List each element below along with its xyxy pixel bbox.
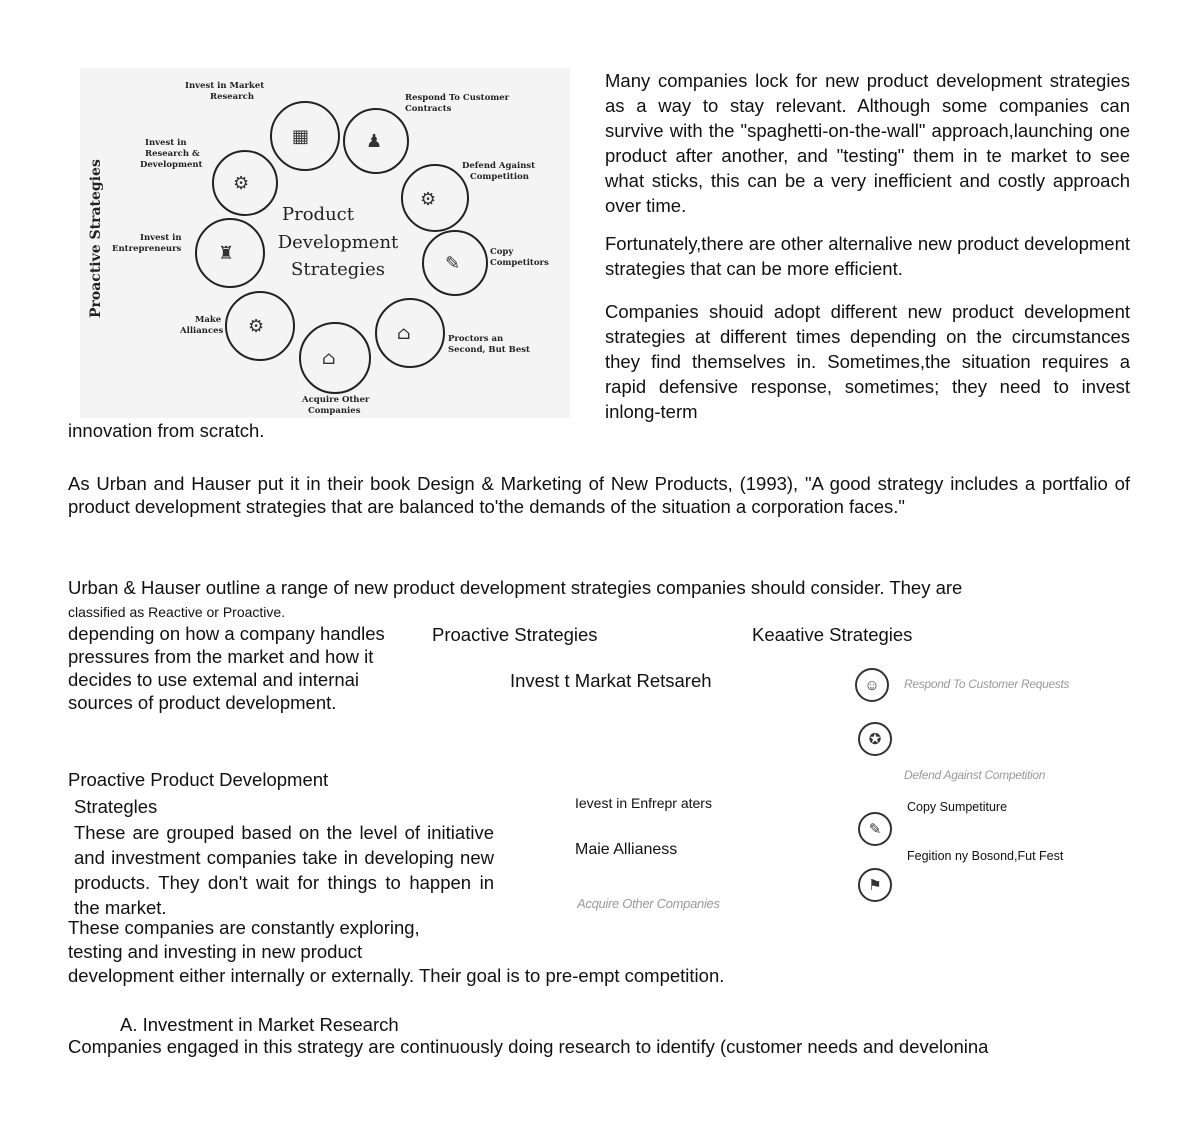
figure-label: Competitors (490, 258, 549, 268)
proactive-heading: Proactive Strategies (432, 624, 598, 645)
continuation-text: innovation from scratch. (68, 420, 265, 441)
respond-icon: ☺ (855, 668, 889, 702)
figure-side-label: Proactive Strategies (88, 159, 104, 318)
acquire-item: Acquire Other Companies (577, 896, 720, 911)
svg-text:♜: ♜ (218, 243, 235, 264)
figure-label: Contracts (405, 104, 452, 114)
depending-line: sources of product development. (68, 692, 337, 713)
figure-center-line: Development (277, 232, 399, 253)
figure-label: Invest in (140, 233, 182, 243)
figure-label: Respond To Customer (405, 93, 510, 103)
svg-text:♟: ♟ (366, 131, 383, 152)
figure-label: Acquire Other (302, 395, 370, 405)
figure-label: Defend Against (462, 161, 536, 171)
circle-diagram-icon (80, 68, 570, 418)
figure-label: Alliances (180, 326, 224, 336)
fortunately-paragraph: Fortunately,there are other alternalive new product development strategies that can be more efficient. (605, 233, 1130, 279)
constantly-line: testing and investing in new product (68, 941, 363, 962)
section-a-heading: A. Investment in Market Research (120, 1014, 399, 1035)
intro-paragraph: Many companies lock for new product development strategies as a way to stay relevant. Although some companies can survive with the "spaghetti-on-the-wall" approach,launching one product after another, and "testing" them in te market to see what sticks, this can be a very inefficient and costly approach over time. (605, 70, 1130, 216)
ppd-heading-line1: Proactive Product Development (68, 769, 329, 790)
urban-outline-text: Urban & Hauser outline a range of new product development strategies companies should consider. They are (68, 577, 963, 598)
figure-label: Make (195, 315, 222, 325)
classified-text: classified as Reactive or Proactive. (68, 604, 286, 620)
svg-text:⌂: ⌂ (397, 323, 411, 344)
figure-label: Invest in (145, 138, 187, 148)
copy-icon: ✎ (858, 812, 892, 846)
figure-label: Second, But Best (448, 345, 530, 355)
constantly-block (68, 916, 724, 988)
last-line: Companies engaged in this strategy are continuously doing research to identify (customer needs and develonina (68, 1036, 989, 1057)
svg-text:⚙: ⚙ (420, 189, 437, 210)
reactive-item: Respond To Customer Requests (904, 677, 1070, 691)
figure-label: Competition (470, 172, 529, 182)
svg-text:⚙: ⚙ (233, 173, 250, 194)
constantly-line: development either internally or externally. Their goal is to pre-empt competition. (68, 965, 725, 986)
figure-label: Research & (145, 149, 200, 159)
companies-paragraph: Companies shouid adopt different new product development strategies at different times depending on the circumstances they find themselves in. Sometimes,the situation requires a rapid defensive response, sometimes; they need to invest inlong-term (605, 301, 1130, 422)
strategy-figure (80, 68, 570, 418)
defend-icon: ✪ (858, 722, 892, 756)
reactive-heading: Keaative Strategies (752, 624, 913, 645)
reactive-item: Copy Sumpetiture (907, 800, 1008, 814)
depending-block (68, 622, 385, 714)
figure-label: Copy (490, 247, 514, 257)
grouped-paragraph: These are grouped based on the level of initiative and investment companies take in developing new products. They don't wait for things to happen in the market. (74, 822, 494, 918)
invest-market-item: Invest t Markat Retsareh (510, 670, 712, 691)
svg-text:⚙: ⚙ (248, 316, 265, 337)
figure-center-line: Strategies (291, 259, 385, 280)
svg-text:⌂: ⌂ (322, 348, 336, 369)
second-best-icon: ⚑ (858, 868, 892, 902)
reactive-item: Defend Against Competition (904, 768, 1046, 782)
alliances-item: Maie Allianess (575, 841, 678, 858)
entrepreneurs-item: Ievest in Enfrepr aters (575, 795, 712, 811)
figure-center-line: Product (282, 204, 354, 225)
figure-label: Proctors an (448, 334, 504, 344)
urban-quote-paragraph: As Urban and Hauser put it in their book Design & Marketing of New Products, (1993), "A good strategy includes a portfalio of product development strategies that are balanced to'the demands of the situation a corporation faces." (68, 473, 1130, 517)
figure-label: Research (210, 92, 255, 102)
svg-text:✎: ✎ (445, 253, 461, 274)
reactive-item: Fegition ny Bosond,Fut Fest (907, 849, 1064, 863)
figure-label: Invest in Market (185, 81, 265, 91)
ppd-heading-line2: Strategles (74, 796, 158, 817)
depending-line: pressures from the market and how it (68, 646, 374, 667)
figure-label: Development (140, 160, 203, 170)
svg-text:▦: ▦ (292, 126, 310, 147)
depending-line: decides to use extemal and internai (68, 669, 360, 690)
depending-line: depending on how a company handles (68, 623, 385, 644)
figure-label: Entrepreneurs (112, 244, 182, 254)
figure-label: Companies (308, 406, 361, 416)
constantly-line: These companies are constantly exploring, (68, 917, 420, 938)
